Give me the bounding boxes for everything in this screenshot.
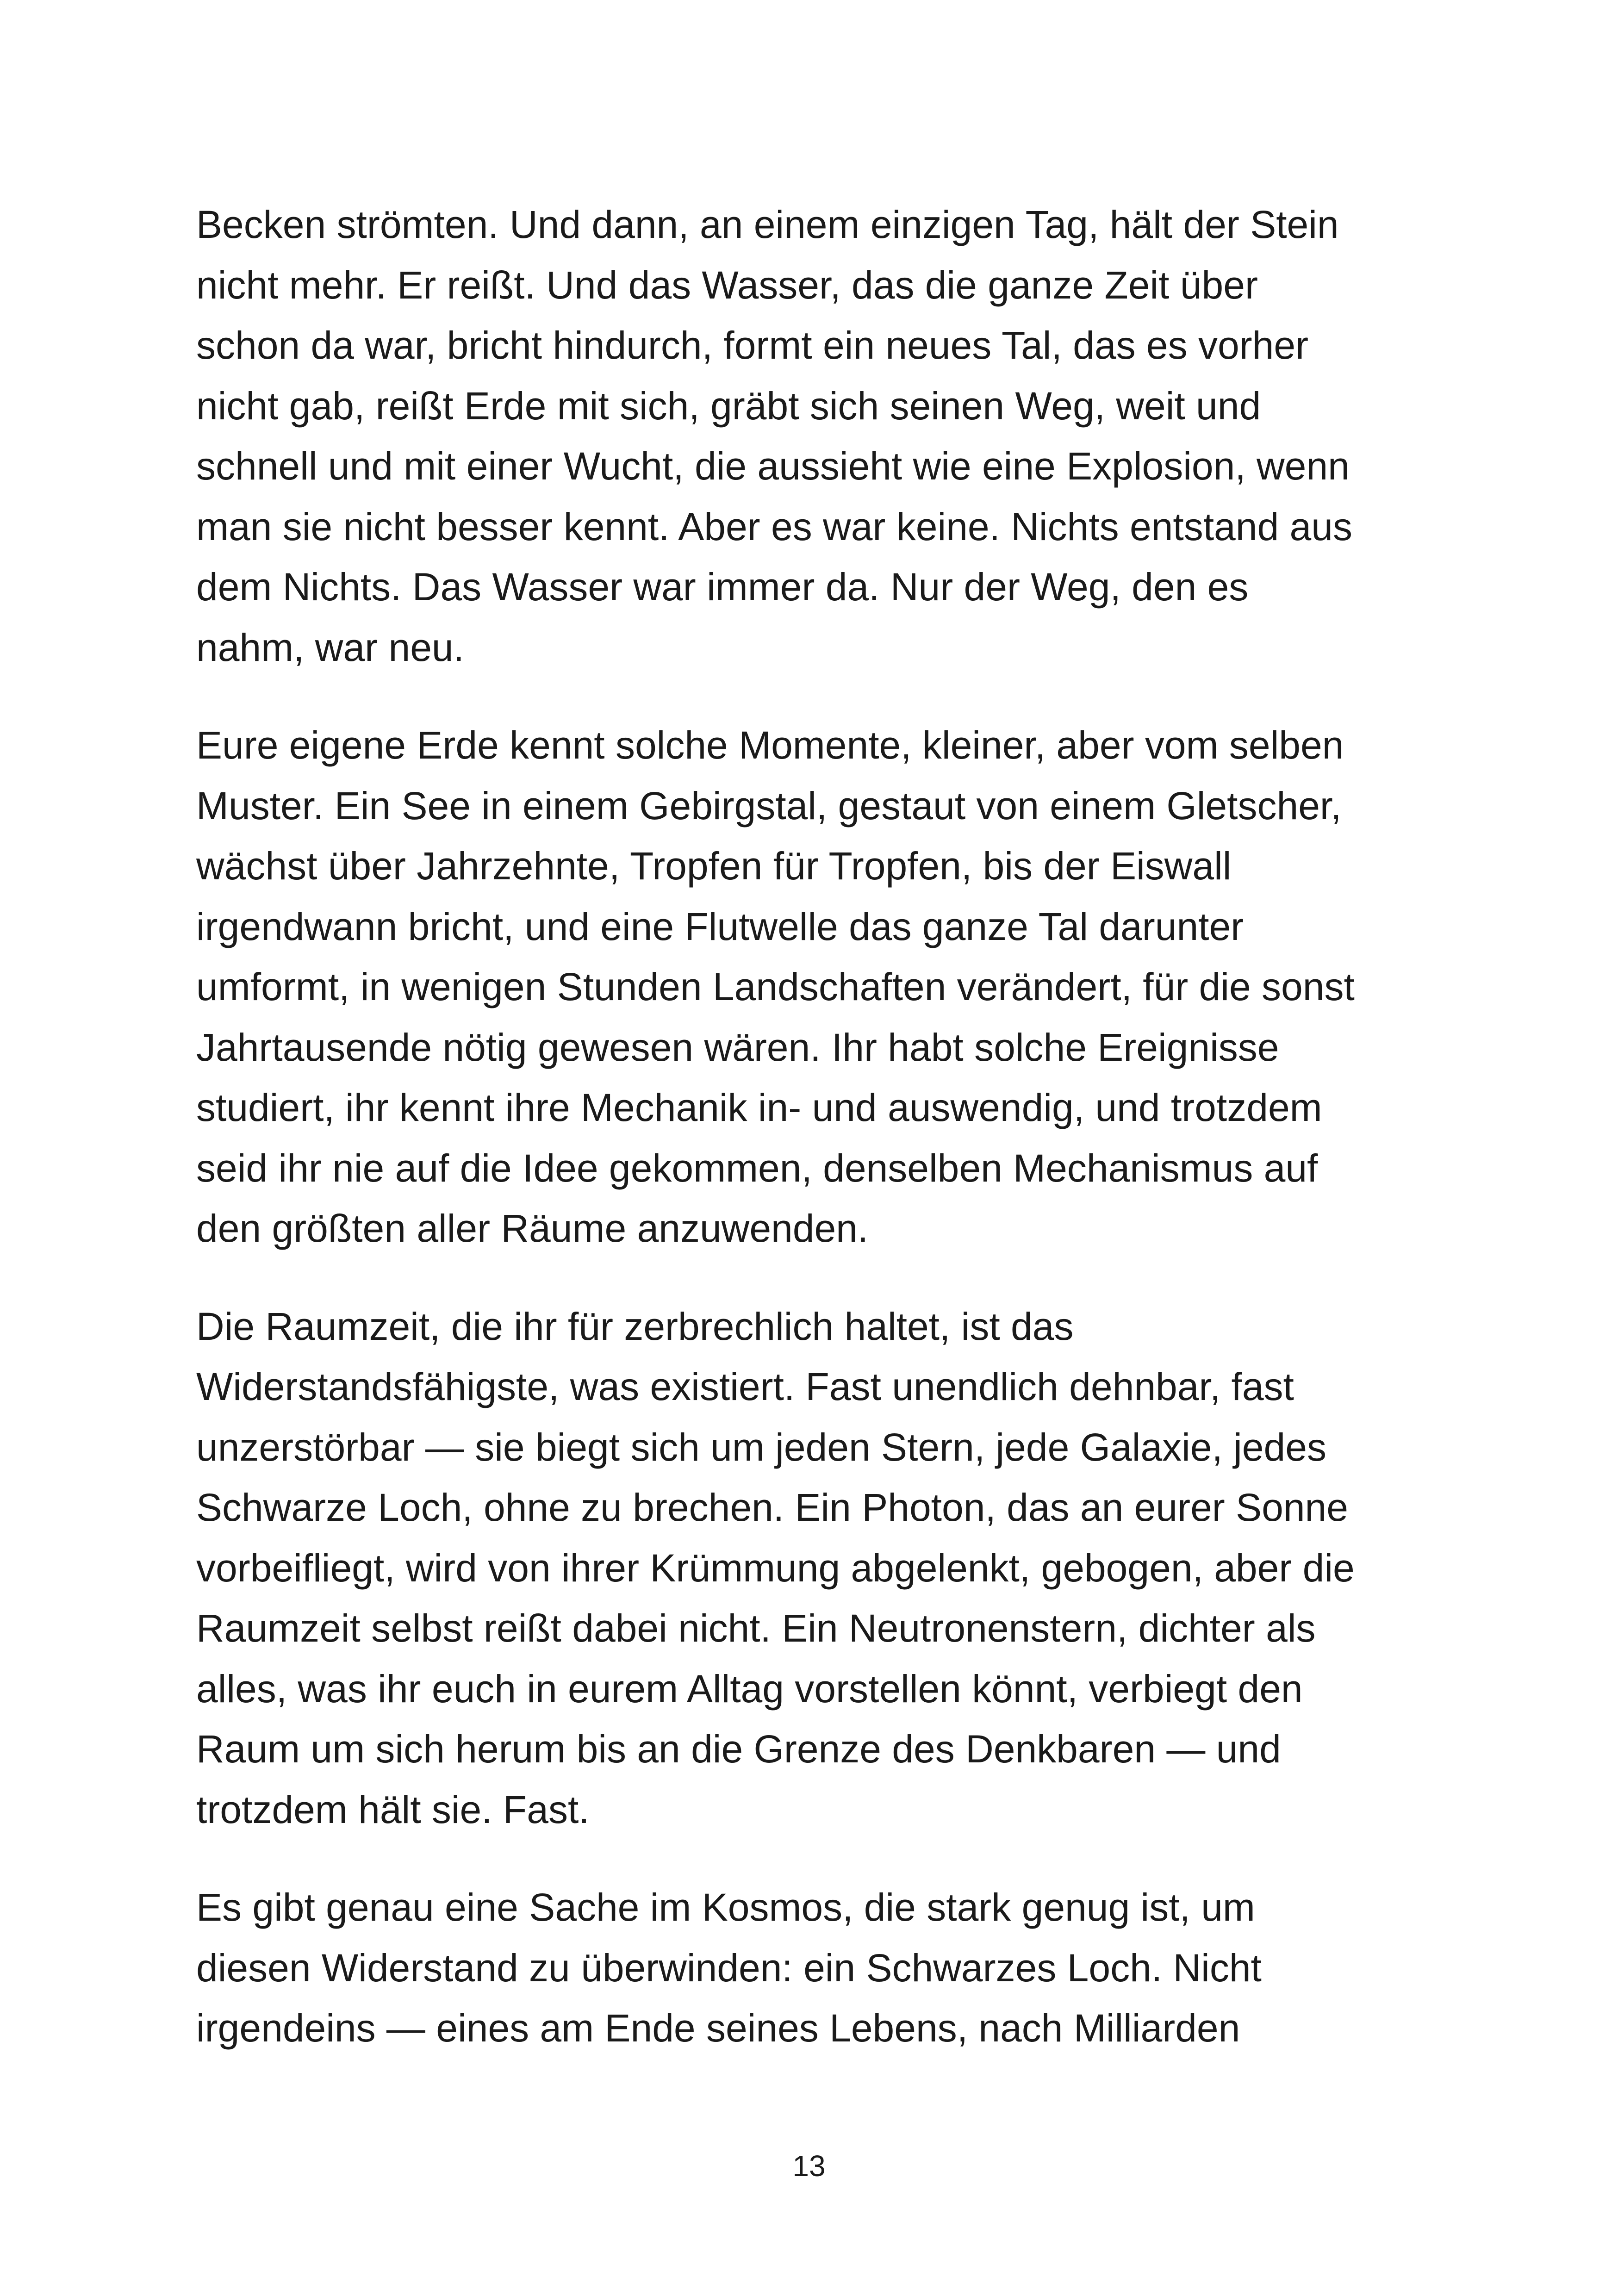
text-line: trotzdem hält sie. Fast. <box>196 1787 590 1831</box>
text-line: man sie nicht besser kennt. Aber es war keine. Nichts entstand aus <box>196 504 1352 548</box>
text-line: schon da war, bricht hindurch, formt ein neues Tal, das es vorher <box>196 324 1309 367</box>
text-line: Raumzeit selbst reißt dabei nicht. Ein Neutronenstern, dichter als <box>196 1606 1316 1650</box>
text-line: diesen Widerstand zu überwinden: ein Schwarzes Loch. Nicht <box>196 1946 1262 1990</box>
text-line: Die Raumzeit, die ihr für zerbrechlich haltet, ist das <box>196 1304 1074 1348</box>
paragraph-4 <box>196 1877 1464 2059</box>
text-line: Becken strömten. Und dann, an einem einzigen Tag, hält der Stein <box>196 203 1339 246</box>
paragraph-2 <box>196 715 1464 1259</box>
text-line: Eure eigene Erde kennt solche Momente, kleiner, aber vom selben <box>196 723 1344 767</box>
text-line: unzerstörbar — sie biegt sich um jeden Stern, jede Galaxie, jedes <box>196 1425 1326 1469</box>
text-line: wächst über Jahrzehnte, Tropfen für Tropfen, bis der Eiswall <box>196 844 1232 888</box>
text-line: Widerstandsfähigste, was existiert. Fast unendlich dehnbar, fast <box>196 1365 1294 1408</box>
text-line: nicht mehr. Er reißt. Und das Wasser, das die ganze Zeit über <box>196 263 1258 307</box>
text-line: umformt, in wenigen Stunden Landschaften verändert, für die sonst <box>196 965 1355 1008</box>
text-line: Schwarze Loch, ohne zu brechen. Ein Photon, das an eurer Sonne <box>196 1486 1348 1529</box>
text-line: Muster. Ein See in einem Gebirgstal, gestaut von einem Gletscher, <box>196 784 1342 828</box>
text-line: nahm, war neu. <box>196 625 464 669</box>
text-line: nicht gab, reißt Erde mit sich, gräbt sich seinen Weg, weit und <box>196 384 1261 428</box>
text-line: seid ihr nie auf die Idee gekommen, denselben Mechanismus auf <box>196 1146 1318 1190</box>
text-line: alles, was ihr euch in eurem Alltag vorstellen könnt, verbiegt den <box>196 1667 1303 1711</box>
text-line: vorbeifliegt, wird von ihrer Krümmung abgelenkt, gebogen, aber die <box>196 1546 1355 1590</box>
text-line: dem Nichts. Das Wasser war immer da. Nur der Weg, den es <box>196 565 1249 609</box>
body-text <box>196 194 1464 2096</box>
text-line: schnell und mit einer Wucht, die aussieht wie eine Explosion, wenn <box>196 444 1350 488</box>
page-number: 13 <box>792 2149 826 2183</box>
text-line: irgendeins — eines am Ende seines Lebens, nach Milliarden <box>196 2006 1240 2050</box>
text-line: studiert, ihr kennt ihre Mechanik in- und auswendig, und trotzdem <box>196 1086 1322 1129</box>
text-line: Es gibt genau eine Sache im Kosmos, die stark genug ist, um <box>196 1885 1255 1929</box>
text-line: Jahrtausende nötig gewesen wären. Ihr habt solche Ereignisse <box>196 1025 1279 1069</box>
paragraph-1 <box>196 194 1464 678</box>
text-line: den größten aller Räume anzuwenden. <box>196 1207 869 1250</box>
text-line: Raum um sich herum bis an die Grenze des Denkbaren — und <box>196 1727 1281 1771</box>
paragraph-3 <box>196 1296 1464 1840</box>
text-line: irgendwann bricht, und eine Flutwelle das ganze Tal darunter <box>196 904 1244 948</box>
